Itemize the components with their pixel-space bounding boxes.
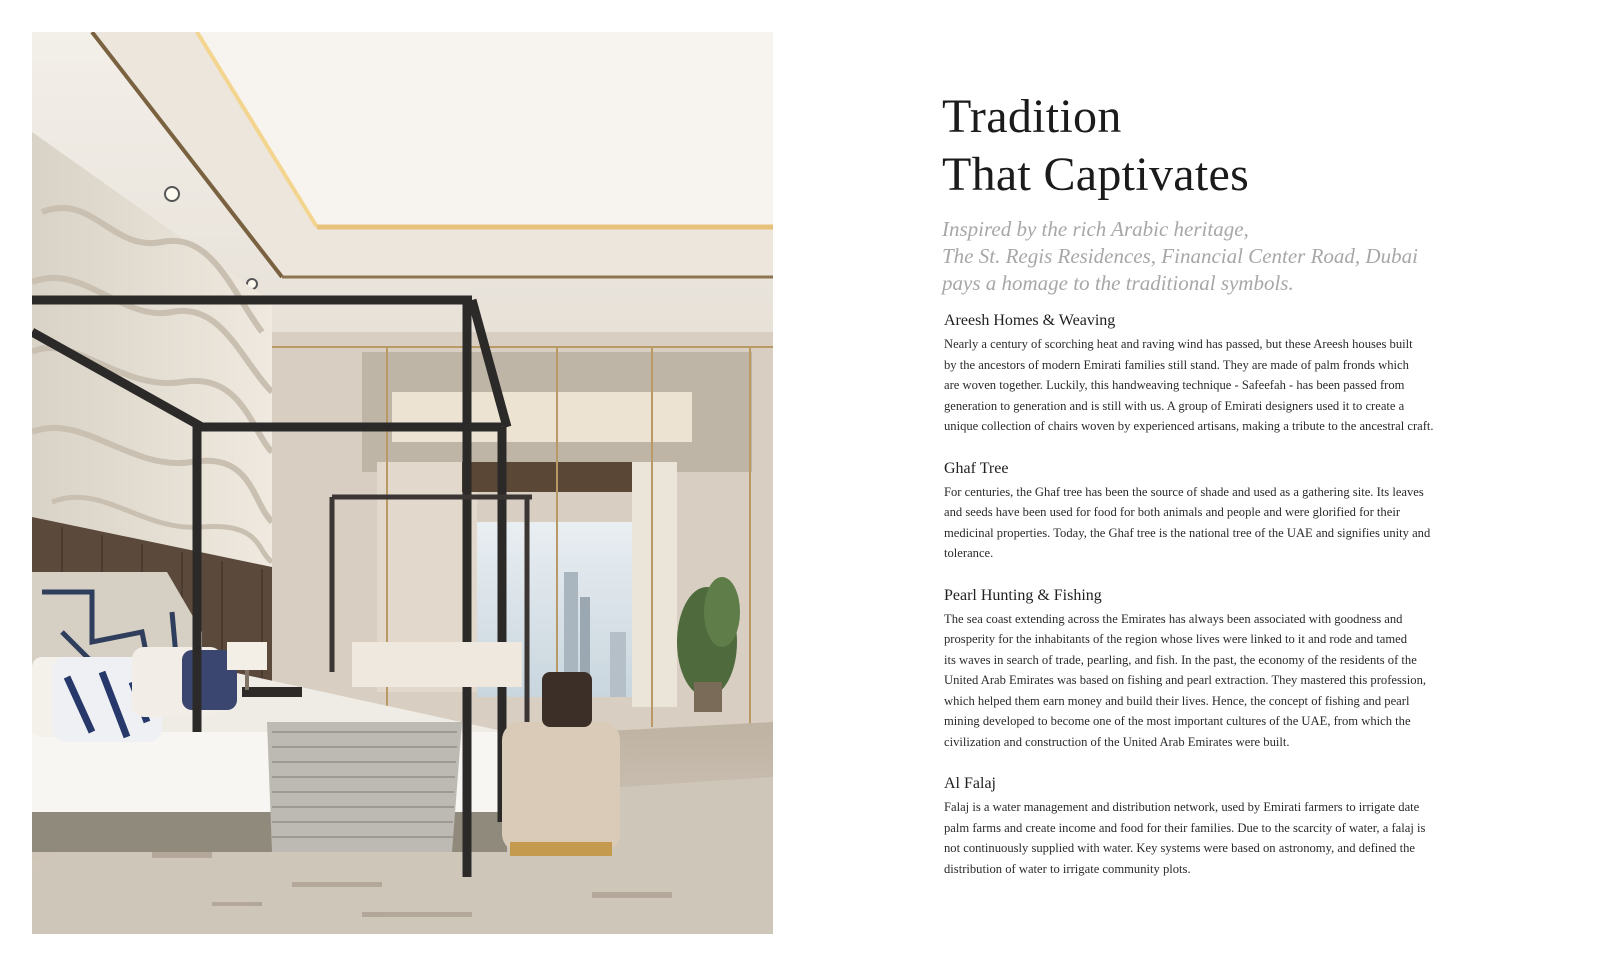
body-line: not continuously supplied with water. Key systems were based on astronomy, and defined the: [944, 841, 1416, 855]
section-falaj: [942, 774, 1482, 879]
body-line: United Arab Emirates was based on fishing and pearl extraction. They mastered this profession,: [944, 673, 1427, 687]
body-line: by the ancestors of modern Emirati families still stand. They are made of palm fronds which: [944, 357, 1409, 372]
body-line: medicinal properties. Today, the Ghaf tree is the national tree of the UAE and signifies unity and: [944, 525, 1431, 540]
body-line: its waves in search of trade, pearling, and fish. In the past, the economy of the residents of the: [944, 652, 1417, 667]
body-line: Nearly a century of scorching heat and raving wind has passed, but these Areesh houses built: [944, 337, 1413, 351]
body-line: civilization and construction of the United Arab Emirates were built.: [944, 734, 1290, 749]
body-line: The sea coast extending across the Emirates has always been associated with goodness and: [944, 611, 1403, 626]
body-line: distribution of water to irrigate community plots.: [944, 861, 1191, 876]
body-line: palm farms and create income and food for their families. Due to the scarcity of water, a falaj is: [944, 820, 1426, 835]
text-column: [942, 88, 1482, 879]
section-pearl: [942, 586, 1482, 753]
section-body: [944, 797, 1482, 879]
title-line: Tradition: [942, 90, 1122, 143]
body-line: which helped them earn money and build their lives. Hence, the concept of fishing and pearl: [944, 693, 1410, 708]
body-line: generation to generation and is still with us. A group of Emirati designers used it to create a: [944, 398, 1405, 413]
bedroom-photo: [32, 32, 773, 934]
section-body: [944, 482, 1482, 564]
body-line: prosperity for the inhabitants of the region whose lives were linked to it and rode and tamed: [944, 632, 1408, 646]
body-line: are woven together. Luckily, this handweaving technique - Safeefah - has been passed from: [944, 378, 1405, 392]
section-title: Pearl Hunting & Fishing: [944, 586, 1102, 604]
body-line: mining developed to become one of the most important cultures of the UAE, from which the: [944, 714, 1411, 728]
intro-line: The St. Regis Residences, Financial Center Road, Dubai: [942, 244, 1418, 268]
intro-line: Inspired by the rich Arabic heritage,: [942, 217, 1249, 241]
section-body: [944, 609, 1482, 753]
body-line: unique collection of chairs woven by experienced artisans, making a tribute to the ancestral craft.: [944, 419, 1434, 433]
intro-line: pays a homage to the traditional symbols.: [942, 271, 1294, 295]
title-line: That Captivates: [942, 148, 1250, 201]
page-title: [942, 88, 1482, 204]
intro-text: [942, 216, 1482, 297]
section-title: Al Falaj: [944, 775, 996, 792]
body-line: Falaj is a water management and distribution network, used by Emirati farmers to irrigate date: [944, 800, 1420, 814]
section-body: [944, 334, 1482, 437]
body-line: and seeds have been used for food for both animals and people and were glorified for their: [944, 505, 1401, 519]
section-areesh: [942, 311, 1482, 437]
section-title: Areesh Homes & Weaving: [944, 312, 1116, 329]
section-ghaf: [942, 459, 1482, 564]
body-line: For centuries, the Ghaf tree has been the source of shade and used as a gathering site. Its leaves: [944, 484, 1424, 499]
body-line: tolerance.: [944, 546, 994, 560]
section-title: Ghaf Tree: [944, 459, 1009, 477]
